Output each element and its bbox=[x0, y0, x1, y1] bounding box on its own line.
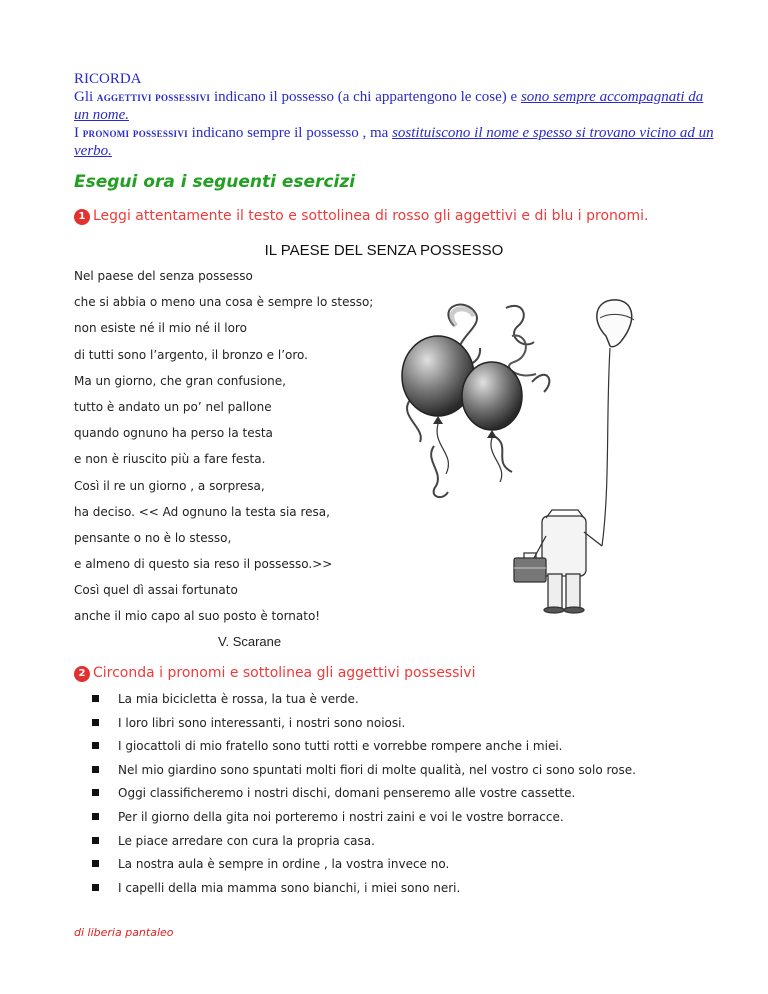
underlined-rule: sostituiscono il nome e spesso si trovano vicino ad un verbo. bbox=[74, 125, 714, 159]
square-bullet-icon bbox=[92, 884, 99, 891]
poem-line: anche il mio capo al suo posto è tornato! bbox=[74, 609, 321, 624]
square-bullet-icon bbox=[92, 789, 99, 796]
text: indicano sempre il possesso , ma bbox=[191, 125, 389, 141]
sentence-item bbox=[92, 761, 636, 785]
sentence-item bbox=[92, 808, 636, 832]
poem-line: e non è riuscito più a fare festa. bbox=[74, 452, 266, 467]
square-bullet-icon bbox=[92, 742, 99, 749]
square-bullet-icon bbox=[92, 813, 99, 820]
square-bullet-icon bbox=[92, 719, 99, 726]
sentence-text: Oggi classificheremo i nostri dischi, domani penseremo alle vostre cassette. bbox=[118, 786, 576, 801]
poem-line: Nel paese del senza possesso bbox=[74, 269, 253, 283]
balloons-illustration bbox=[396, 296, 650, 614]
square-bullet-icon bbox=[92, 860, 99, 867]
sentence-item bbox=[92, 714, 636, 738]
exercise2-sentences bbox=[92, 690, 636, 902]
poem-line: che si abbia o meno una cosa è sempre lo stesso; bbox=[74, 295, 374, 310]
text: Gli bbox=[74, 89, 94, 105]
square-bullet-icon bbox=[92, 695, 99, 702]
balloon-white bbox=[597, 300, 632, 347]
poem-line: Così quel dì assai fortunato bbox=[74, 583, 238, 598]
sentence-text: I loro libri sono interessanti, i nostri sono noiosi. bbox=[118, 715, 406, 730]
sentence-text: La mia bicicletta è rossa, la tua è verde. bbox=[118, 692, 359, 706]
poem-line: ha deciso. << Ad ognuno la testa sia resa, bbox=[74, 504, 330, 519]
ricorda-box bbox=[74, 70, 714, 160]
exercise2-text: Circonda i pronomi e sottolinea gli aggettivi possessivi bbox=[93, 665, 476, 681]
poem-line: non esiste né il mio né il loro bbox=[74, 321, 247, 336]
balloon-right bbox=[462, 362, 522, 430]
term-pronomi: pronomi possessivi bbox=[82, 125, 188, 140]
exercise1-text: Leggi attentamente il testo e sottolinea di rosso gli aggettivi e di blu i pronomi. bbox=[93, 208, 649, 224]
exercise2-title bbox=[74, 665, 475, 682]
sentence-text: I giocattoli di mio fratello sono tutti rotti e vorrebbe rompere anche i miei. bbox=[118, 739, 563, 754]
poem-title: IL PAESE DEL SENZA POSSESSO bbox=[264, 242, 504, 259]
number-badge: 2 bbox=[74, 666, 90, 682]
ricorda-heading: RICORDA bbox=[74, 71, 142, 87]
instruction-heading: Esegui ora i seguenti esercizi bbox=[74, 172, 356, 192]
poem-line: tutto è andato un po’ nel pallone bbox=[74, 399, 272, 414]
footer-credit: di liberia pantaleo bbox=[74, 926, 174, 939]
sentence-text: Le piace arredare con cura la propria casa. bbox=[118, 833, 375, 848]
poem-line: di tutti sono l’argento, il bronzo e l’oro. bbox=[74, 347, 308, 362]
square-bullet-icon bbox=[92, 837, 99, 844]
number-badge: 1 bbox=[74, 209, 90, 225]
poem-line: pensante o no è lo stesso, bbox=[74, 530, 232, 545]
ricorda-rule-adjectives bbox=[74, 88, 714, 124]
poem-line: Così il re un giorno , a sorpresa, bbox=[74, 478, 265, 493]
square-bullet-icon bbox=[92, 766, 99, 773]
sentence-item bbox=[92, 879, 636, 903]
text: I bbox=[74, 125, 79, 141]
poem-line: Ma un giorno, che gran confusione, bbox=[74, 373, 286, 388]
headless-man bbox=[514, 510, 602, 613]
poem-line: e almeno di questo sia reso il possesso.>> bbox=[74, 557, 333, 572]
sentence-text: Per il giorno della gita noi porteremo i nostri zaini e voi le vostre borracce. bbox=[118, 809, 564, 824]
poem-lines bbox=[74, 266, 373, 633]
underlined-rule: sono sempre accompagnati da un nome. bbox=[74, 89, 704, 123]
poem-line: quando ognuno ha perso la testa bbox=[74, 426, 273, 441]
text: indicano il possesso (a chi appartengono le cose) e bbox=[213, 89, 518, 105]
exercise1-title bbox=[74, 208, 648, 225]
ricorda-rule-pronouns bbox=[74, 124, 714, 160]
sentence-text: I capelli della mia mamma sono bianchi, i miei sono neri. bbox=[118, 880, 461, 895]
sentence-item bbox=[92, 690, 636, 714]
sentence-item bbox=[92, 832, 636, 856]
sentence-item bbox=[92, 855, 636, 879]
sentence-text: Nel mio giardino sono spuntati molti fiori di molte qualità, nel vostro ci sono solo rose. bbox=[118, 762, 636, 777]
sentence-item bbox=[92, 784, 636, 808]
poem-author: V. Scarane bbox=[218, 634, 282, 649]
term-aggettivi: aggettivi possessivi bbox=[96, 89, 211, 104]
sentence-item bbox=[92, 737, 636, 761]
sentence-text: La nostra aula è sempre in ordine , la vostra invece no. bbox=[118, 857, 450, 872]
